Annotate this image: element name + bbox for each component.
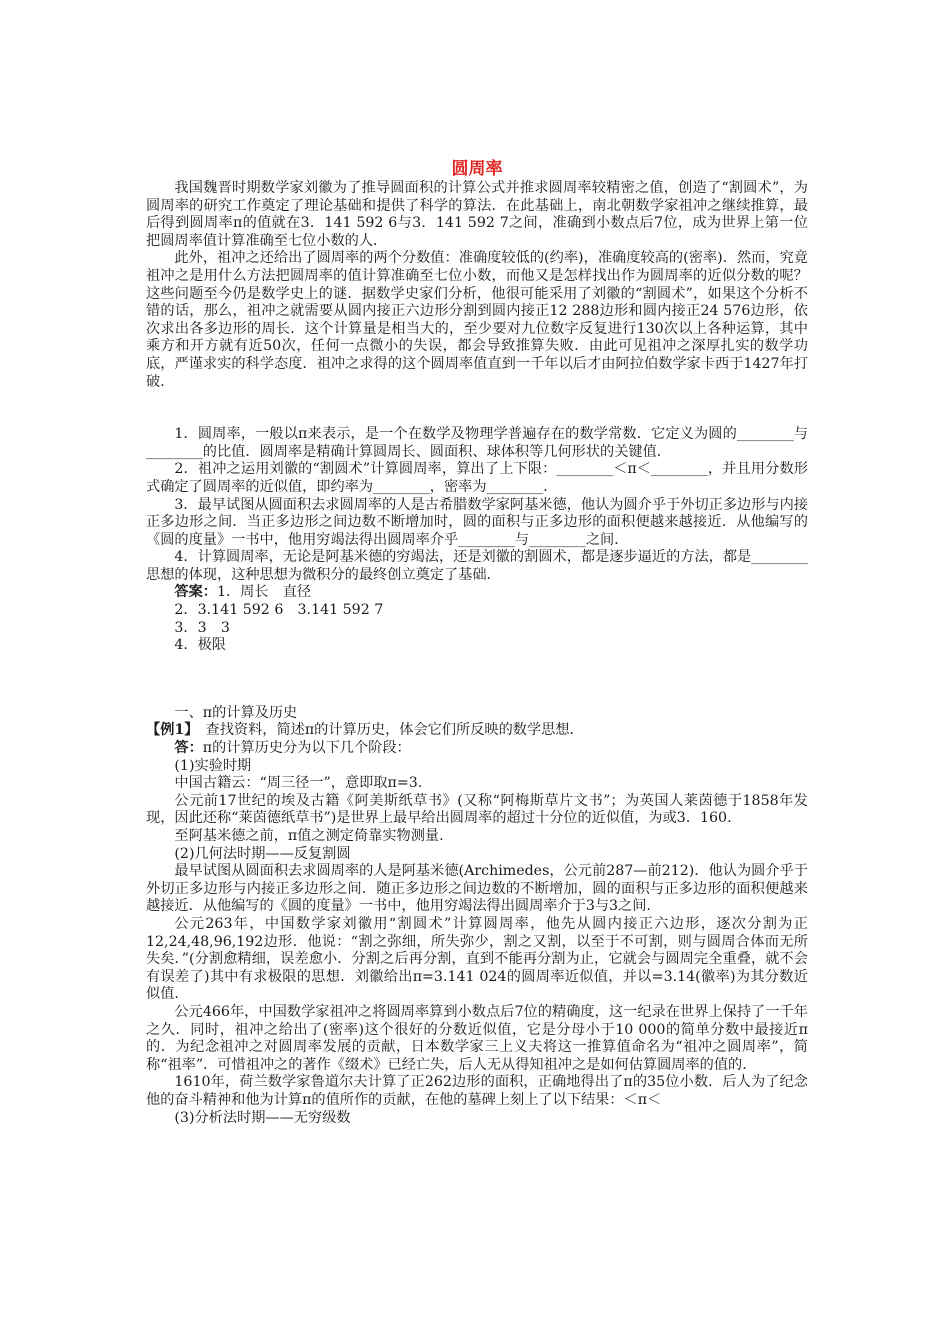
answer-1: 1．周长 直径 [216,584,312,601]
example-1 [146,722,808,740]
question-3: 3．最早试图从圆面积去求圆周率的人是古希腊数学家阿基米德，他认为圆介乎于外切正多边形与内接正多边形之间．当正多边形之间边数不断增加时，圆的面积与正多边形的面积便越来越接近．从他编写的《圆的度量》一书中，他用穷竭法得出圆周率介乎________与________之间． [146,496,808,548]
intro-paragraph-2: 此外，祖冲之还给出了圆周率的两个分数值：准确度较低的(约率)，准确度较高的(密率)．然而，究竟祖冲之是用什么方法把圆周率的值计算准确至七位小数，而他又是怎样找出作为圆周率的近似分数的呢？这些问题至今仍是数学史上的谜．据数学史家们分析，他很可能采用了刘徽的“割圆术”，如果这个分析不错的话，那么，祖冲之就需要从圆内接正六边形分割到圆内接正12 288边形和圆内接正24 576边形，依次求出各多边形的周长．这个计算量是相当大的，至少要对九位数字反复进行130次以上各种运算，其中乘方和开方就有近50次，任何一点微小的失误，都会导致推算失败．由此可见祖冲之深厚扎实的数学功底，严谨求实的科学态度．祖冲之求得的这个圆周率值直到一千年以后才由阿拉伯数学家卡西于1427年打破． [146,250,809,390]
history-paragraph: 1610年，荷兰数学家鲁道尔夫计算了正262边形的面积，正确地得出了π的35位小数．后人为了纪念他的奋斗精神和他为计算π的值所作的贡献，在他的墓碑上刻上了以下结果：＜π＜ [146,1074,808,1108]
answer-label: 答案： [174,584,217,601]
question-2: 2．祖冲之运用刘徽的“割圆术”计算圆周率，算出了上下限：________＜π＜________，并且用分数形式确定了圆周率的近似值，即约率为________，密率为________． [146,461,808,495]
intro-paragraph-1: 我国魏晋时期数学家刘徽为了推导圆面积的计算公式并推求圆周率较精密之值，创造了“割圆术”，为圆周率的研究工作奠定了理论基础和提供了科学的算法．在此基础上，南北朝数学家祖冲之继续推算，最后得到圆周率π的值就在3．141 592 6与3．141 592 7之间，准确到小数点后7位，成为世界上第一位把圆周率值计算准确至七位小数的人． [146,180,808,249]
example-answer [146,740,808,758]
question-1: 1．圆周率，一般以π来表示，是一个在数学及物理学普遍存在的数学常数．它定义为圆的________与________的比值．圆周率是精确计算圆周长、圆面积、球体积等几何形状的关键值． [146,426,808,460]
history-paragraph: 公元466年，中国数学家祖冲之将圆周率算到小数点后7位的精确度，这一纪录在世界上保持了一千年之久．同时，祖冲之给出了(密率)这个很好的分数近似值，它是分母小于10 000的简单分数中最接近π的．为纪念祖冲之对圆周率发展的贡献，日本数学家三上义夫将这一推算值命名为“祖冲之圆周率”，简称“祖率”．可惜祖冲之的著作《缀术》已经亡失，后人无从得知祖冲之是如何估算圆周率的值的. [146,1003,808,1073]
history-paragraph: 中国古籍云：“周三径一”，意即取π=3. [174,775,423,792]
history-paragraph: 至阿基米德之前，π值之测定倚靠实物测量. [174,828,444,844]
example-answer-text: π的计算历史分为以下几个阶段： [202,740,411,757]
page-title: 圆周率 [451,159,503,179]
question-4: 4．计算圆周率，无论是阿基米德的穷竭法，还是刘徽的割圆术，都是逐步逼近的方法，都是________思想的体现，这种思想为微积分的最终创立奠定了基础． [146,549,808,583]
history-paragraph: (2)几何法时期——反复割圆 [174,845,351,862]
spacer [146,655,808,705]
document-page [146,158,808,1127]
history-paragraph: (3)分析法时期——无穷级数 [174,1109,351,1126]
example-text: 查找资料，简述π的计算历史，体会它们所反映的数学思想． [205,722,584,739]
history-paragraph: 公元前17世纪的埃及古籍《阿美斯纸草书》(又称“阿梅斯草片文书”；为英国人莱茵德于1858年发现，因此还称“莱茵德纸草书”)是世界上最早给出圆周率的超过十分位的近似值，为或3．160. [146,792,808,827]
answer-block [146,584,808,602]
answer-4: 4．极限 [174,637,226,654]
history-paragraph: (1)实验时期 [174,757,252,774]
spacer [146,391,808,426]
history-paragraph: 最早试图从圆面积去求圆周率的人是阿基米德(Archimedes，公元前287—前212)．他认为圆介乎于外切正多边形与内接正多边形之间．随正多边形之间边数的不断增加，圆的面积与正多边形的面积便越来越接近．从他编写的《圆的度量》一书中，他用穷竭法得出圆周率介于3与3之间. [146,863,808,915]
answer-3: 3．3 3 [174,619,230,636]
answer-2: 2．3.141 592 6 3.141 592 7 [174,602,384,619]
section-heading: 一、π的计算及历史 [174,704,298,721]
example-answer-label: 答： [174,740,203,757]
history-paragraph: 公元263年，中国数学家刘徽用“割圆术”计算圆周率，他先从圆内接正六边形，逐次分割为正12,24,48,96,192边形．他说：“割之弥细，所失弥少，割之又割，以至于不可割，则与圆周合体而无所失矣．”(分割愈精细，误差愈小．分割之后再分割，直到不能再分割为止，它就会与圆周完全重叠，就不会有误差了)其中有求极限的思想．刘徽给出π=3.141 024的圆周率近似值，并以=3.14(徽率)为其分数近似值. [146,915,808,1003]
example-label: 【例1】 [146,722,192,739]
